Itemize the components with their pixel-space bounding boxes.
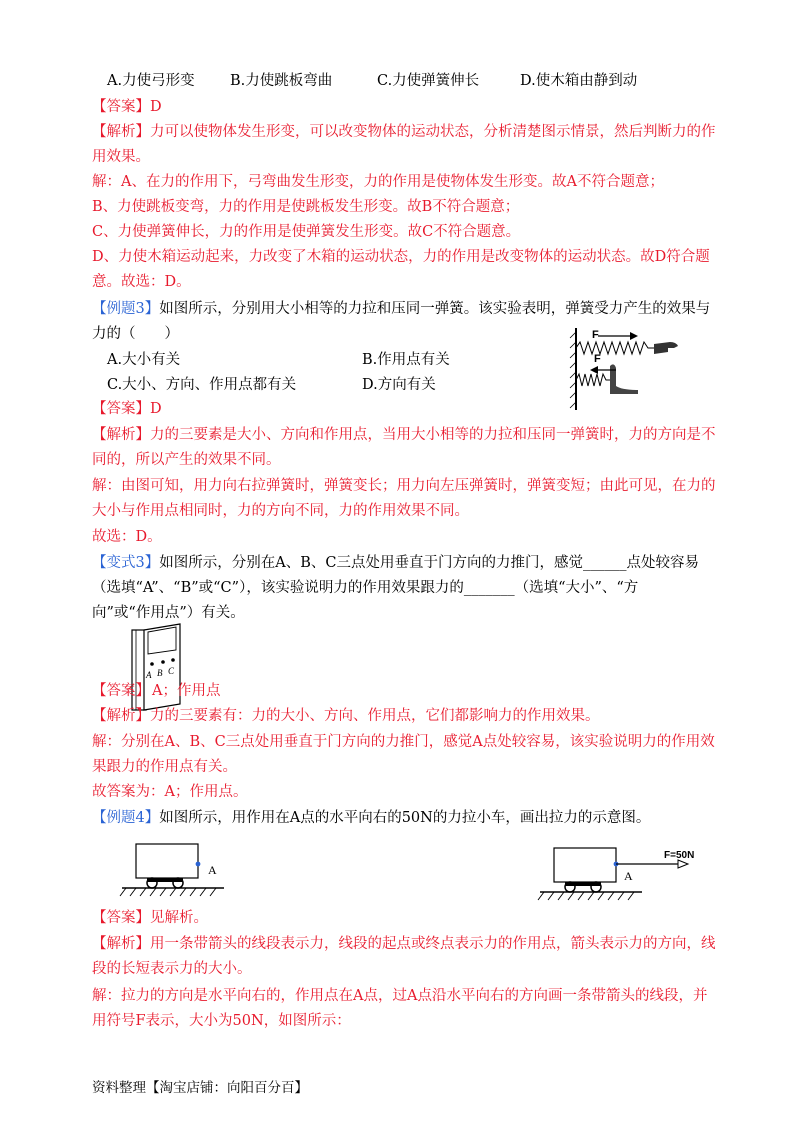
analysis-line: 用效果。 [92, 149, 150, 165]
var3-answer-line [92, 681, 220, 701]
analysis-text: 用一条带箭头的线段表示力，线段的起点或终点表示力的作用点，箭头表示力的方向，线 [150, 936, 716, 952]
ex4-tag: 【例题4】 [92, 810, 160, 826]
var3-solution-line: 故答案为：A；作用点。 [92, 784, 248, 800]
ex3-solution-line: 大小与作用点相同时，力的方向不同，力的作用效果不同。 [92, 503, 469, 519]
analysis-tag: 【解析】 [92, 124, 150, 140]
point-a-label: A [208, 863, 217, 877]
answer-tag: 【答案】 [92, 910, 150, 926]
analysis-text: 力可以使物体发生形变，可以改变物体的运动状态，分析清楚图示情景，然后判断力的作 [150, 124, 716, 140]
var3-solution-line: 解：分别在A、B、C三点处用垂直于门方向的力推门，感觉A点处较容易，该实验说明力的作用效 [92, 734, 715, 750]
answer-value: D [150, 401, 162, 417]
spring-figure [568, 326, 688, 412]
ex4-analysis-line: 段的长短表示力的大小。 [92, 961, 252, 977]
ex3-option-d: D.方向有关 [362, 377, 436, 393]
cart-figure-right [534, 840, 704, 906]
ex4-stem [92, 808, 650, 828]
solution-line: D、力使木箱运动起来，力改变了木箱的运动状态，力的作用是改变物体的运动状态。故D符合题 [92, 249, 710, 265]
cart-figure-left [116, 840, 234, 902]
option-c: C.力使弹簧伸长 [377, 73, 480, 89]
ex3-stem: 力的（ ） [92, 326, 179, 342]
solution-line: 意。故选：D。 [92, 274, 191, 290]
point-a-label: A [624, 869, 633, 883]
solution-line: 解：A、在力的作用下，弓弯曲发生形变，力的作用是使物体发生形变。故A不符合题意； [92, 174, 664, 190]
answer-line [92, 97, 162, 117]
var3-stem: （选填“A”、“B”或“C”），该实验说明力的作用效果跟力的_______（选填“大小”、“方 [92, 580, 639, 596]
door-label-a: A [146, 670, 152, 680]
ex4-stem-text: 如图所示，用作用在A点的水平向右的50N的力拉小车，画出拉力的示意图。 [159, 810, 651, 826]
var3-stem-text: 如图所示，分别在A、B、C三点处用垂直于门方向的力推门，感觉______点处较容易 [159, 555, 699, 571]
ex3-answer-line [92, 399, 162, 419]
var3-solution-line: 果跟力的作用点有关。 [92, 759, 237, 775]
var3-stem [92, 553, 699, 573]
force-label-pull: F [592, 329, 599, 341]
answer-tag: 【答案】 [92, 683, 150, 699]
analysis-tag: 【解析】 [92, 708, 150, 724]
ex4-answer-line [92, 908, 208, 928]
ex3-stem [92, 299, 710, 319]
ex4-solution-line: 用符号F表示，大小为50N，如图所示： [92, 1013, 351, 1029]
option-b: B.力使跳板弯曲 [230, 73, 333, 89]
option-d: D.使木箱由静到动 [520, 73, 638, 89]
ex4-solution-line: 解：拉力的方向是水平向右的，作用点在A点，过A点沿水平向右的方向画一条带箭头的线段，并 [92, 988, 708, 1004]
answer-tag: 【答案】 [92, 401, 150, 417]
ex3-option-b: B.作用点有关 [362, 352, 450, 368]
ex4-analysis-line [92, 934, 716, 954]
door-label-b: B [157, 668, 163, 678]
analysis-tag: 【解析】 [92, 936, 150, 952]
force-label: F=50N [664, 850, 695, 861]
analysis-text: 力的三要素有：力的大小、方向、作用点，它们都影响力的作用效果。 [150, 708, 600, 724]
var3-stem: 向”或“作用点”）有关。 [92, 605, 245, 621]
ex3-stem-text: 如图所示，分别用大小相等的力拉和压同一弹簧。该实验表明，弹簧受力产生的效果与 [159, 301, 711, 317]
force-label-push: F [594, 353, 601, 365]
analysis-tag: 【解析】 [92, 427, 150, 443]
analysis-line [92, 122, 716, 142]
page-footer: 资料整理【淘宝店铺：向阳百分百】 [92, 1080, 308, 1096]
answer-value: A；作用点 [152, 683, 221, 699]
door-label-c: C [168, 666, 175, 676]
solution-line: B、力使跳板变弯，力的作用是使跳板发生形变。故B不符合题意； [92, 199, 520, 215]
ex3-analysis-line [92, 425, 716, 445]
answer-tag: 【答案】 [92, 99, 150, 115]
answer-value: 见解析。 [150, 910, 208, 926]
ex3-solution-line: 解：由图可知，用力向右拉弹簧时，弹簧变长；用力向左压弹簧时，弹簧变短；由此可见，在力的 [92, 478, 716, 494]
solution-line: C、力使弹簧伸长，力的作用是使弹簧发生形变。故C不符合题意。 [92, 224, 521, 240]
var3-tag: 【变式3】 [92, 555, 160, 571]
ex3-option-a: A.大小有关 [107, 352, 181, 368]
ex3-option-c: C.大小、方向、作用点都有关 [107, 377, 297, 393]
ex3-solution-line: 故选：D。 [92, 529, 162, 545]
option-a: A.力使弓形变 [107, 73, 195, 89]
analysis-text: 力的三要素是大小、方向和作用点，当用大小相等的力拉和压同一弹簧时，力的方向是不 [150, 427, 716, 443]
var3-analysis-line [92, 706, 600, 726]
ex3-analysis-line: 同的，所以产生的效果不同。 [92, 452, 281, 468]
ex3-tag: 【例题3】 [92, 301, 160, 317]
answer-value: D [150, 99, 162, 115]
